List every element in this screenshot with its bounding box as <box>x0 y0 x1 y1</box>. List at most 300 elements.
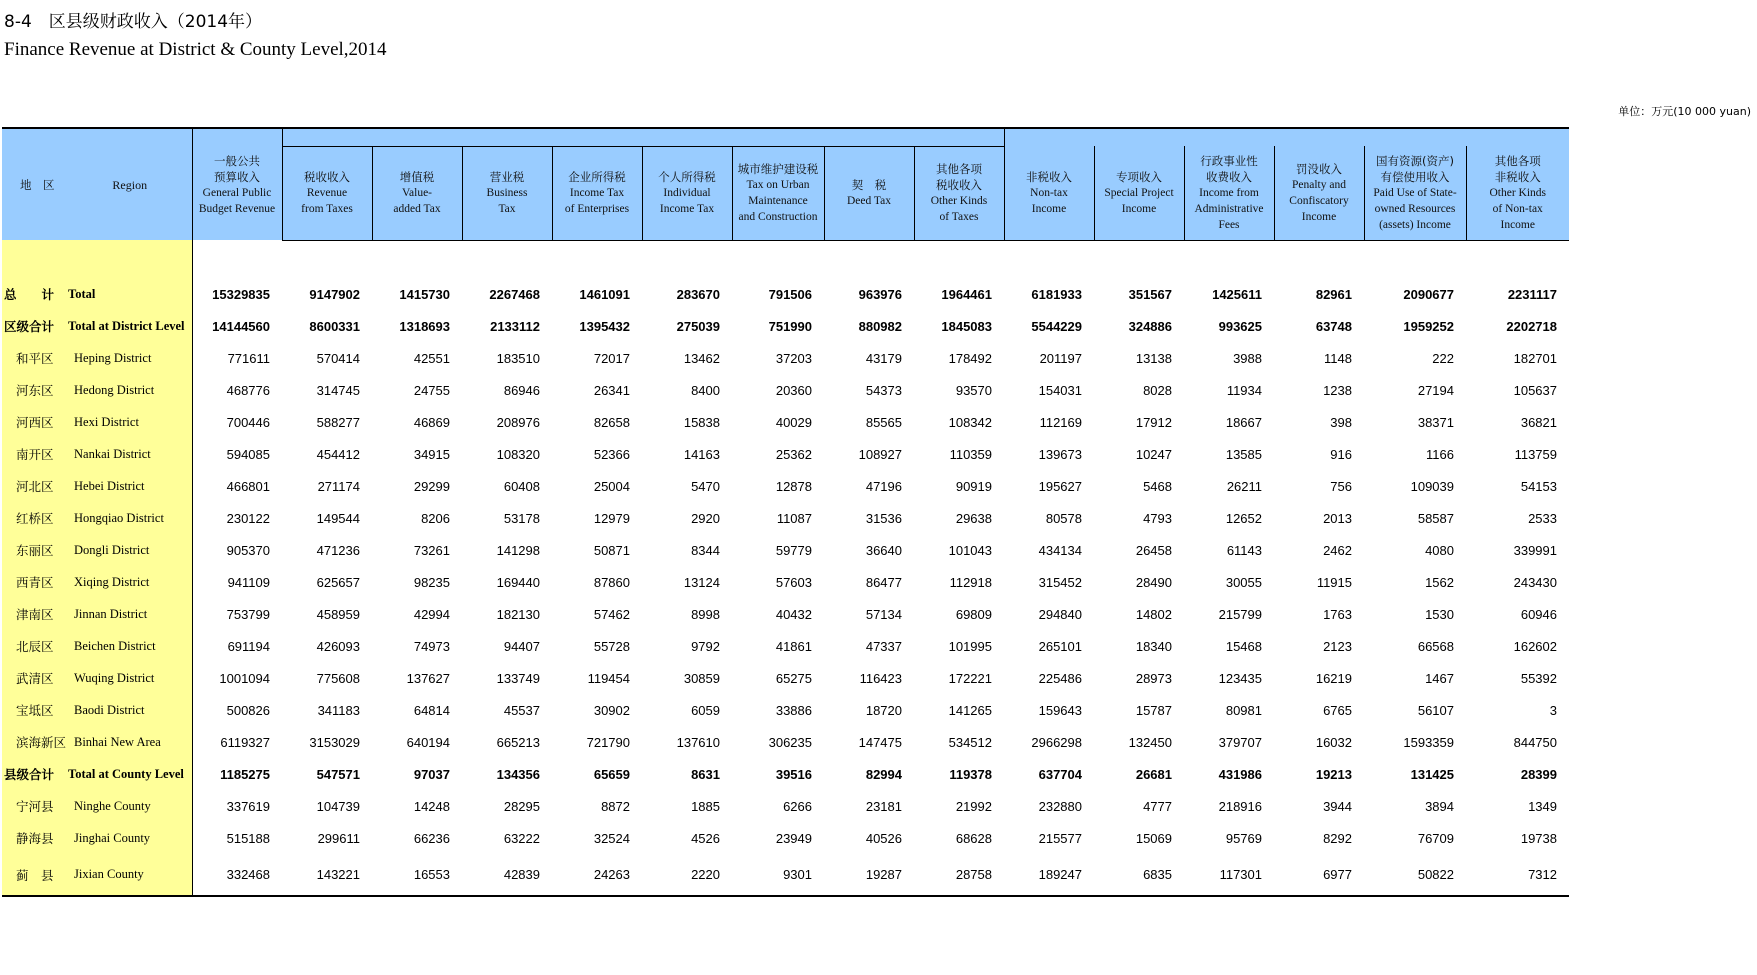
header-line: Special Project <box>1104 186 1174 199</box>
header-line: Tax on Urban <box>746 179 810 191</box>
value-cell: 36640 <box>865 542 902 558</box>
value-cell: 178492 <box>948 350 992 366</box>
header-line: Income Tax <box>569 187 625 199</box>
value-cell: 16553 <box>372 854 462 896</box>
value-cell: 123435 <box>1218 670 1262 686</box>
header-line: owned Resources <box>1374 202 1456 215</box>
value-cell: 243430 <box>1513 574 1557 590</box>
value-cell: 215799 <box>1218 606 1262 622</box>
value-cell: 993625 <box>1218 318 1262 334</box>
value-cell: 16032 <box>1315 734 1352 750</box>
header-admin-fees <box>1184 146 1274 240</box>
value-cell: 1562 <box>1425 574 1454 590</box>
header-business-tax <box>462 146 552 240</box>
region-name-en: Dongli District <box>68 534 192 566</box>
value-cell: 753799 <box>226 606 270 622</box>
value-cell: 108927 <box>858 446 902 462</box>
value-cell: 691194 <box>227 638 270 654</box>
value-cell: 1845083 <box>941 318 992 334</box>
value-cell: 55728 <box>593 638 630 654</box>
table-row <box>2 310 1569 342</box>
value-cell: 398 <box>1330 414 1352 430</box>
value-cell: 23181 <box>865 798 902 814</box>
value-cell: 8344 <box>691 542 720 558</box>
header-line: from Taxes <box>301 203 353 215</box>
value-cell: 2533 <box>1528 510 1557 526</box>
header-line: Maintenance <box>748 195 808 207</box>
value-cell: 232880 <box>1038 798 1082 814</box>
value-cell: 38371 <box>1417 414 1454 430</box>
value-cell: 905370 <box>226 542 270 558</box>
value-cell: 379707 <box>1218 734 1262 750</box>
header-enterprise-tax <box>552 146 642 240</box>
header-line: Deed Tax <box>846 195 891 207</box>
value-cell: 30859 <box>683 670 720 686</box>
table-row <box>2 694 1569 726</box>
value-cell: 283670 <box>676 286 720 302</box>
value-cell: 28973 <box>1135 670 1172 686</box>
value-cell: 2462 <box>1323 542 1352 558</box>
value-cell: 2133112 <box>490 318 540 334</box>
header-deed-tax <box>824 146 914 240</box>
header-line: Penalty and <box>1292 178 1346 191</box>
table-row <box>2 374 1569 406</box>
value-cell: 63748 <box>1315 318 1352 334</box>
value-cell: 337619 <box>226 798 270 814</box>
value-cell: 15787 <box>1135 702 1172 718</box>
value-cell: 700446 <box>226 414 270 430</box>
region-name-cn: 河东区 <box>2 374 68 406</box>
header-line: of Enterprises <box>564 203 630 215</box>
header-line: 罚没收入 <box>1296 161 1342 176</box>
header-line: Income <box>1301 210 1337 223</box>
value-cell: 28399 <box>1520 766 1557 782</box>
value-cell: 6059 <box>691 702 720 718</box>
header-line: Revenue <box>306 187 348 199</box>
value-cell: 57134 <box>865 606 902 622</box>
value-cell: 1467 <box>1425 670 1454 686</box>
unit-note: 单位：万元(10 000 yuan) <box>1618 105 1751 118</box>
value-cell: 534512 <box>948 734 992 750</box>
value-cell: 15838 <box>683 414 720 430</box>
value-cell: 27194 <box>1417 382 1454 398</box>
value-cell: 2267468 <box>489 286 540 302</box>
value-cell: 916 <box>1330 446 1352 462</box>
value-cell: 6977 <box>1274 854 1364 896</box>
value-cell: 1593359 <box>1403 734 1454 750</box>
value-cell: 61143 <box>1226 542 1262 558</box>
header-line: Income from <box>1199 186 1259 199</box>
value-cell: 85565 <box>865 414 902 430</box>
value-cell: 116423 <box>859 670 902 686</box>
value-cell: 665213 <box>496 734 540 750</box>
header-tax-group-band <box>282 128 1004 146</box>
header-line: Administrative <box>1194 202 1264 215</box>
header-nontax-income <box>1004 146 1094 240</box>
value-cell: 104739 <box>316 798 360 814</box>
value-cell: 66568 <box>1417 638 1454 654</box>
value-cell: 275039 <box>676 318 720 334</box>
value-cell: 95769 <box>1225 830 1262 846</box>
value-cell: 339991 <box>1513 542 1557 558</box>
value-cell: 50871 <box>593 542 630 558</box>
value-cell: 33886 <box>775 702 812 718</box>
value-cell: 588277 <box>316 414 360 430</box>
region-name-cn: 宝坻区 <box>2 694 68 726</box>
header-individual-tax <box>642 146 732 240</box>
value-cell: 32524 <box>593 830 630 846</box>
value-cell: 58587 <box>1417 510 1454 526</box>
value-cell: 640194 <box>406 734 450 750</box>
value-cell: 13585 <box>1225 446 1262 462</box>
value-cell: 74973 <box>413 638 450 654</box>
value-cell: 108320 <box>496 446 540 462</box>
header-other-nontax <box>1466 146 1569 240</box>
header-line: Tax <box>498 203 516 215</box>
region-name-en: Jixian County <box>68 854 192 896</box>
value-cell: 9301 <box>732 854 824 896</box>
value-cell: 26341 <box>593 382 630 398</box>
value-cell: 15329835 <box>212 286 270 302</box>
value-cell: 332468 <box>192 854 282 896</box>
value-cell: 46869 <box>413 414 450 430</box>
table-row <box>2 438 1569 470</box>
header-line: Income <box>1121 202 1157 215</box>
value-cell: 119378 <box>949 766 992 782</box>
value-cell: 195627 <box>1038 478 1082 494</box>
header-line: Non-tax <box>1030 186 1068 199</box>
value-cell: 86946 <box>503 382 540 398</box>
header-line: Other Kinds <box>930 195 988 207</box>
value-cell: 19738 <box>1520 830 1557 846</box>
value-cell: 299611 <box>317 830 360 846</box>
value-cell: 82994 <box>865 766 902 782</box>
value-cell: 80578 <box>1045 510 1082 526</box>
value-cell: 1415730 <box>399 286 450 302</box>
value-cell: 36821 <box>1520 414 1557 430</box>
value-cell: 65275 <box>775 670 812 686</box>
region-name-en: Total at County Level <box>68 758 192 790</box>
value-cell: 225486 <box>1038 670 1082 686</box>
value-cell: 756 <box>1330 478 1352 494</box>
value-cell: 25362 <box>775 446 812 462</box>
value-cell: 306235 <box>768 734 812 750</box>
header-line: Budget Revenue <box>198 202 276 215</box>
value-cell: 141298 <box>496 542 540 558</box>
value-cell: 1395432 <box>579 318 630 334</box>
value-cell: 468776 <box>226 382 270 398</box>
region-name-cn: 总 计 <box>2 278 68 310</box>
value-cell: 637704 <box>1038 766 1082 782</box>
value-cell: 431986 <box>1218 766 1262 782</box>
value-cell: 5468 <box>1143 478 1172 494</box>
value-cell: 1238 <box>1323 382 1352 398</box>
value-cell: 1001094 <box>219 670 270 686</box>
table-row <box>2 630 1569 662</box>
header-line: 预算收入 <box>214 169 260 184</box>
value-cell: 771611 <box>227 350 270 366</box>
value-cell: 17912 <box>1135 414 1172 430</box>
table-row <box>2 502 1569 534</box>
header-line: 有偿使用收入 <box>1380 169 1450 184</box>
value-cell: 3988 <box>1233 350 1262 366</box>
header-state-resources <box>1364 146 1466 240</box>
value-cell: 19213 <box>1315 766 1352 782</box>
header-line: 专项收入 <box>1116 169 1162 184</box>
header-line: 个人所得税 <box>658 170 716 184</box>
value-cell: 458959 <box>316 606 360 622</box>
region-name-cn: 红桥区 <box>2 502 68 534</box>
value-cell: 182130 <box>496 606 540 622</box>
value-cell: 6835 <box>1094 854 1184 896</box>
value-cell: 72017 <box>593 350 630 366</box>
value-cell: 12979 <box>593 510 630 526</box>
value-cell: 13462 <box>683 350 720 366</box>
header-tax-revenue <box>282 146 372 240</box>
header-line: 其他各项 <box>1494 153 1541 168</box>
header-line: of Taxes <box>939 211 979 223</box>
value-cell: 172221 <box>948 670 992 686</box>
value-cell: 69809 <box>955 606 992 622</box>
value-cell: 2123 <box>1323 638 1352 654</box>
value-cell: 8206 <box>421 510 450 526</box>
value-cell: 515188 <box>226 830 270 846</box>
value-cell: 208976 <box>496 414 540 430</box>
value-cell: 721790 <box>586 734 630 750</box>
value-cell: 1185275 <box>220 766 270 782</box>
value-cell: 19287 <box>824 854 914 896</box>
value-cell: 94407 <box>503 638 540 654</box>
header-line: Fees <box>1218 218 1240 231</box>
value-cell: 3894 <box>1425 798 1454 814</box>
value-cell: 24263 <box>552 854 642 896</box>
region-name-en: Total <box>68 278 192 310</box>
region-name-en: Jinghai County <box>68 822 192 854</box>
region-name-cn: 静海县 <box>2 822 68 854</box>
value-cell: 1461091 <box>579 286 630 302</box>
value-cell: 133749 <box>496 670 540 686</box>
value-cell: 8292 <box>1323 830 1352 846</box>
value-cell: 18667 <box>1225 414 1262 430</box>
value-cell: 60408 <box>503 478 540 494</box>
value-cell: 41861 <box>775 638 812 654</box>
region-name-en: Hebei District <box>68 470 192 502</box>
region-name-cn: 蓟 县 <box>2 854 68 896</box>
value-cell: 20360 <box>775 382 812 398</box>
table-row <box>2 790 1569 822</box>
value-cell: 80981 <box>1225 702 1262 718</box>
value-cell: 65659 <box>593 766 630 782</box>
header-line: Value- <box>401 187 432 199</box>
header-vat <box>372 146 462 240</box>
region-name-cn: 宁河县 <box>2 790 68 822</box>
value-cell: 15468 <box>1225 638 1262 654</box>
value-cell: 294840 <box>1038 606 1082 622</box>
value-cell: 8600331 <box>309 318 360 334</box>
region-name-cn: 武清区 <box>2 662 68 694</box>
header-line: 企业所得税 <box>568 170 626 184</box>
region-name-en: Nankai District <box>68 438 192 470</box>
value-cell: 271174 <box>317 478 360 494</box>
region-name-en: Ninghe County <box>68 790 192 822</box>
region-name-cn: 西青区 <box>2 566 68 598</box>
value-cell: 2966298 <box>1031 734 1082 750</box>
value-cell: 3153029 <box>309 734 360 750</box>
table-row <box>2 758 1569 790</box>
value-cell: 26458 <box>1135 542 1172 558</box>
value-cell: 87860 <box>593 574 630 590</box>
header-line: 非税收入 <box>1026 169 1072 184</box>
header-urban-tax <box>732 146 824 240</box>
value-cell: 2920 <box>691 510 720 526</box>
value-cell: 143221 <box>282 854 372 896</box>
region-name-cn: 滨海新区 <box>2 726 68 758</box>
value-cell: 2231117 <box>1507 286 1557 302</box>
value-cell: 11087 <box>776 510 812 526</box>
table-title-chinese: 8-4 区县级财政收入（2014年） <box>4 12 263 32</box>
value-cell: 149544 <box>316 510 360 526</box>
table-row <box>2 406 1569 438</box>
header-line: Income Tax <box>659 203 715 215</box>
value-cell: 454412 <box>316 446 360 462</box>
value-cell: 29638 <box>955 510 992 526</box>
value-cell: 8028 <box>1143 382 1172 398</box>
header-line: 税收收入 <box>936 178 982 192</box>
value-cell: 30055 <box>1225 574 1262 590</box>
value-cell: 112169 <box>1039 414 1082 430</box>
value-cell: 2013 <box>1323 510 1352 526</box>
value-cell: 2220 <box>642 854 732 896</box>
value-cell: 54373 <box>865 382 902 398</box>
value-cell: 50822 <box>1364 854 1466 896</box>
header-line: added Tax <box>393 203 441 215</box>
value-cell: 341183 <box>317 702 360 718</box>
region-name-en: Jinnan District <box>68 598 192 630</box>
value-cell: 137610 <box>676 734 720 750</box>
value-cell: 12878 <box>775 478 812 494</box>
value-cell: 54153 <box>1520 478 1557 494</box>
value-cell: 215577 <box>1038 830 1082 846</box>
header-line: 增值税 <box>399 170 435 184</box>
value-cell: 11915 <box>1316 574 1352 590</box>
table-row <box>2 822 1569 854</box>
value-cell: 14163 <box>683 446 720 462</box>
value-cell: 625657 <box>316 574 360 590</box>
header-line: 城市维护建设税 <box>737 162 819 176</box>
value-cell: 14802 <box>1135 606 1172 622</box>
header-line: 收费收入 <box>1206 169 1252 184</box>
value-cell: 8998 <box>691 606 720 622</box>
value-cell: 47196 <box>865 478 902 494</box>
value-cell: 222 <box>1432 350 1454 366</box>
value-cell: 23949 <box>775 830 812 846</box>
value-cell: 6119327 <box>220 734 270 750</box>
value-cell: 4793 <box>1143 510 1172 526</box>
value-cell: 182701 <box>1513 350 1557 366</box>
header-line: 行政事业性 <box>1200 153 1258 168</box>
value-cell: 169440 <box>496 574 540 590</box>
value-cell: 230122 <box>226 510 270 526</box>
value-cell: 137627 <box>406 670 450 686</box>
value-cell: 941109 <box>227 574 270 590</box>
value-cell: 13138 <box>1135 350 1172 366</box>
value-cell: 59779 <box>775 542 812 558</box>
header-line: 一般公共 <box>214 153 260 168</box>
header-line: 契 税 <box>851 178 887 192</box>
header-line: 税收收入 <box>304 170 350 184</box>
value-cell: 471236 <box>316 542 360 558</box>
value-cell: 21992 <box>955 798 992 814</box>
value-cell: 82658 <box>593 414 630 430</box>
header-line: 其他各项 <box>936 162 982 176</box>
value-cell: 154031 <box>1038 382 1082 398</box>
value-cell: 18340 <box>1135 638 1172 654</box>
value-cell: 43179 <box>865 350 902 366</box>
value-cell: 18720 <box>865 702 902 718</box>
value-cell: 1148 <box>1324 350 1352 366</box>
value-cell: 139673 <box>1038 446 1082 462</box>
region-name-cn: 河西区 <box>2 406 68 438</box>
value-cell: 82961 <box>1315 286 1352 302</box>
region-name-en: Hongqiao District <box>68 502 192 534</box>
header-line: Confiscatory <box>1289 194 1349 207</box>
value-cell: 16219 <box>1315 670 1352 686</box>
value-cell: 8872 <box>601 798 630 814</box>
value-cell: 594085 <box>226 446 270 462</box>
value-cell: 218916 <box>1218 798 1262 814</box>
value-cell: 29299 <box>413 478 450 494</box>
header-line: Business <box>486 187 528 199</box>
value-cell: 53178 <box>503 510 540 526</box>
value-cell: 4777 <box>1143 798 1172 814</box>
value-cell: 315452 <box>1038 574 1082 590</box>
value-cell: 314745 <box>316 382 360 398</box>
value-cell: 14144560 <box>212 318 270 334</box>
value-cell: 8400 <box>691 382 720 398</box>
region-name-en: Hexi District <box>68 406 192 438</box>
region-name-en: Xiqing District <box>68 566 192 598</box>
region-name-cn: 北辰区 <box>2 630 68 662</box>
header-line: Individual <box>663 187 711 199</box>
value-cell: 159643 <box>1038 702 1082 718</box>
header-line: of Non-tax <box>1492 202 1543 215</box>
value-cell: 45537 <box>503 702 540 718</box>
value-cell: 751990 <box>768 318 812 334</box>
header-general-budget <box>192 128 282 240</box>
value-cell: 57462 <box>593 606 630 622</box>
value-cell: 12652 <box>1225 510 1262 526</box>
table-row <box>2 662 1569 694</box>
value-cell: 4526 <box>691 830 720 846</box>
value-cell: 547571 <box>316 766 360 782</box>
table-row <box>2 566 1569 598</box>
region-name-cn: 南开区 <box>2 438 68 470</box>
header-region-en: Region <box>68 128 192 240</box>
value-cell: 42551 <box>413 350 450 366</box>
value-cell: 7312 <box>1466 854 1569 896</box>
region-name-en: Baodi District <box>68 694 192 726</box>
value-cell: 2090677 <box>1403 286 1454 302</box>
region-name-en: Heping District <box>68 342 192 374</box>
value-cell: 1425611 <box>1212 286 1262 302</box>
value-cell: 3944 <box>1323 798 1352 814</box>
value-cell: 6266 <box>783 798 812 814</box>
value-cell: 37203 <box>775 350 812 366</box>
value-cell: 500826 <box>226 702 270 718</box>
region-name-cn: 县级合计 <box>2 758 68 790</box>
value-cell: 14248 <box>413 798 450 814</box>
value-cell: 25004 <box>593 478 630 494</box>
